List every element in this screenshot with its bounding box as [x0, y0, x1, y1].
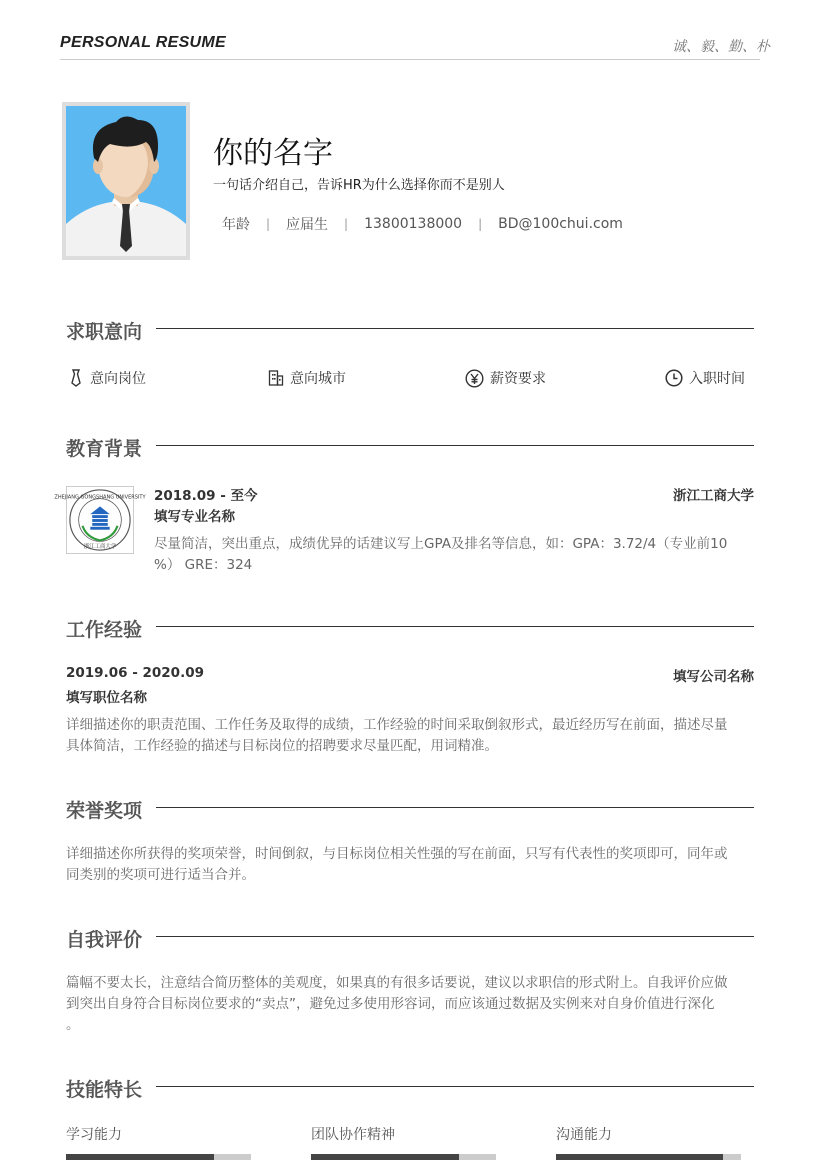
education-school: 浙江工商大学 — [673, 488, 754, 504]
contact-email: BD@100chui.com — [498, 216, 623, 232]
contact-phone: 13800138000 — [364, 216, 463, 232]
education-desc-line: 尽量简洁，突出重点，成绩优异的话建议写上GPA及排名等信息，如：GPA：3.72/4（专业前10 — [154, 536, 728, 552]
contact-row — [222, 214, 623, 234]
intent-city-label: 意向城市 — [290, 371, 346, 387]
separator: | — [478, 217, 483, 231]
self-intro: 一句话介绍自己，告诉HR为什么选择你而不是别人 — [213, 178, 505, 193]
intent-start-time-label: 入职时间 — [689, 371, 745, 387]
building-icon — [268, 369, 284, 387]
separator: | — [266, 217, 271, 231]
skill-bar-fill — [66, 1154, 214, 1160]
skill-bar-fill — [311, 1154, 459, 1160]
intent-position — [68, 368, 146, 388]
university-logo — [54, 486, 146, 554]
section-title-education: 教育背景 — [66, 438, 143, 460]
education-description — [154, 534, 764, 576]
skill-item — [66, 1124, 251, 1144]
skill-bar — [66, 1154, 251, 1160]
intent-start-time — [665, 368, 745, 388]
self-eval-line: 到突出自身符合目标岗位要求的“卖点”，避免过多使用形容词，而应该通过数据及实例来对自身价值进行深化 — [66, 996, 715, 1012]
honors-desc-line: 详细描述你所获得的奖项荣誉，时间倒叙，与目标岗位相关性强的写在前面，只写有代表性的奖项即可，同年或 — [66, 846, 728, 862]
self-eval-line: 篇幅不要太长，注意结合简历整体的美观度，如果真的有很多话要说，建议以求职信的形式附上。自我评价应做 — [66, 975, 728, 991]
work-desc-line: 具体简洁，工作经验的描述与目标岗位的招聘要求尽量匹配，用词精准。 — [66, 738, 498, 754]
section-rule — [156, 936, 754, 937]
work-description — [66, 715, 766, 757]
section-rule — [156, 1086, 754, 1087]
skill-bar-fill — [556, 1154, 723, 1160]
honors-description — [66, 844, 766, 886]
section-title-self-eval: 自我评价 — [66, 929, 143, 951]
top-bar — [60, 34, 770, 60]
clock-icon — [665, 369, 683, 387]
contact-age: 年龄 — [222, 217, 250, 233]
skill-bar — [556, 1154, 741, 1160]
section-title-intent: 求职意向 — [66, 321, 143, 343]
skill-bar — [311, 1154, 496, 1160]
work-period: 2019.06 - 2020.09 — [66, 665, 204, 681]
intent-city — [268, 368, 346, 388]
honors-desc-line: 同类别的奖项可进行适当合并。 — [66, 867, 255, 883]
avatar — [62, 102, 190, 260]
work-position: 填写职位名称 — [66, 690, 147, 706]
motto: 诚、毅、勤、朴 — [672, 39, 770, 55]
skill-label: 学习能力 — [66, 1127, 122, 1143]
brand-title: PERSONAL RESUME — [60, 34, 227, 51]
work-desc-line: 详细描述你的职责范围、工作任务及取得的成绩，工作经验的时间采取倒叙形式，最近经历写在前面，描述尽量 — [66, 717, 728, 733]
section-title-honors: 荣誉奖项 — [66, 800, 143, 822]
education-major: 填写专业名称 — [154, 509, 235, 525]
logo-text-top: ZHEJIANG GONGSHANG UNIVERSITY — [54, 494, 146, 501]
section-rule — [156, 328, 754, 329]
contact-status: 应届生 — [286, 217, 329, 233]
skill-label: 团队协作精神 — [311, 1127, 395, 1143]
logo-text-bottom: 浙江工商大学 — [83, 544, 117, 551]
work-company: 填写公司名称 — [673, 669, 754, 685]
skill-label: 沟通能力 — [556, 1127, 612, 1143]
section-rule — [156, 445, 754, 446]
section-rule — [156, 626, 754, 627]
yen-icon — [465, 369, 484, 388]
separator: | — [344, 217, 349, 231]
avatar-illustration — [66, 106, 186, 256]
intent-salary — [465, 368, 546, 388]
education-period: 2018.09 - 至今 — [154, 488, 258, 504]
self-eval-description — [66, 973, 766, 1036]
self-eval-line: 。 — [66, 1017, 80, 1033]
skill-item — [556, 1124, 741, 1144]
intent-position-label: 意向岗位 — [90, 371, 146, 387]
intent-salary-label: 薪资要求 — [490, 371, 546, 387]
education-desc-line: %） GRE：324 — [154, 557, 253, 573]
person-name: 你的名字 — [213, 136, 333, 171]
tie-icon — [68, 369, 84, 387]
section-title-skills: 技能特长 — [66, 1079, 143, 1101]
skill-item — [311, 1124, 496, 1144]
section-rule — [156, 807, 754, 808]
section-title-work: 工作经验 — [66, 619, 143, 641]
